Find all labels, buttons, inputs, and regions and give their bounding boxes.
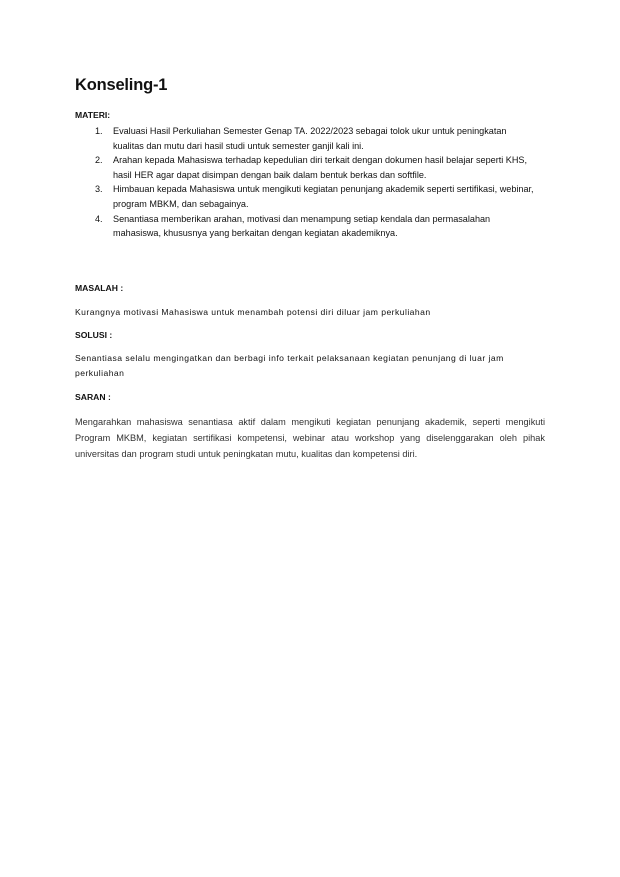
list-number: 2.	[95, 155, 103, 166]
list-item	[75, 212, 535, 241]
solusi-label: SOLUSI :	[75, 330, 113, 340]
saran-text: Mengarahkan mahasiswa senantiasa aktif dalam mengikuti kegiatan penunjang akademik, seperti mengikuti Program MKBM, kegiatan sertifikasi kompetensi, webinar atau workshop yang diselenggarakan oleh pihak universitas dan program studi untuk peningkatan mutu, kualitas dan kompetensi diri.	[75, 417, 545, 460]
masalah-text: Kurangnya motivasi Mahasiswa untuk menambah potensi diri diluar jam perkuliahan	[75, 307, 431, 317]
materi-label: MATERI:	[75, 110, 111, 120]
masalah-label: MASALAH :	[75, 283, 124, 293]
list-item-text: Himbauan kepada Mahasiswa untuk mengikuti kegiatan penunjang akademik seperti sertifikasi, webinar, program MBKM, dan sebagainya.	[113, 184, 534, 209]
list-item-text: Senantiasa memberikan arahan, motivasi dan menampung setiap kendala dan permasalahan mahasiswa, khususnya yang berkaitan dengan kegiatan akademiknya.	[113, 213, 491, 239]
list-number: 1.	[95, 126, 103, 136]
list-number: 3.	[95, 184, 103, 195]
list-item	[75, 153, 535, 182]
list-number: 4.	[95, 213, 103, 224]
solusi-text: Senantiasa selalu mengingatkan dan berbagi info terkait pelaksanaan kegiatan penunjang di luar jam perkuliahan	[75, 353, 504, 378]
list-item	[75, 182, 535, 211]
list-item-text: Arahan kepada Mahasiswa terhadap kepedulian diri terkait dengan dokumen hasil belajar seperti KHS, hasil HER agar dapat disimpan dengan baik dalam bentuk berkas dan softfile.	[113, 155, 528, 180]
page-title: Konseling-1	[75, 76, 168, 94]
materi-list	[75, 124, 535, 241]
saran-label: SARAN :	[75, 392, 111, 402]
list-item	[75, 124, 535, 153]
list-item-text: Evaluasi Hasil Perkuliahan Semester Genap TA. 2022/2023 sebagai tolok ukur untuk peningkatan kualitas dan mutu dari hasil studi untuk semester ganjil kali ini.	[113, 126, 507, 151]
